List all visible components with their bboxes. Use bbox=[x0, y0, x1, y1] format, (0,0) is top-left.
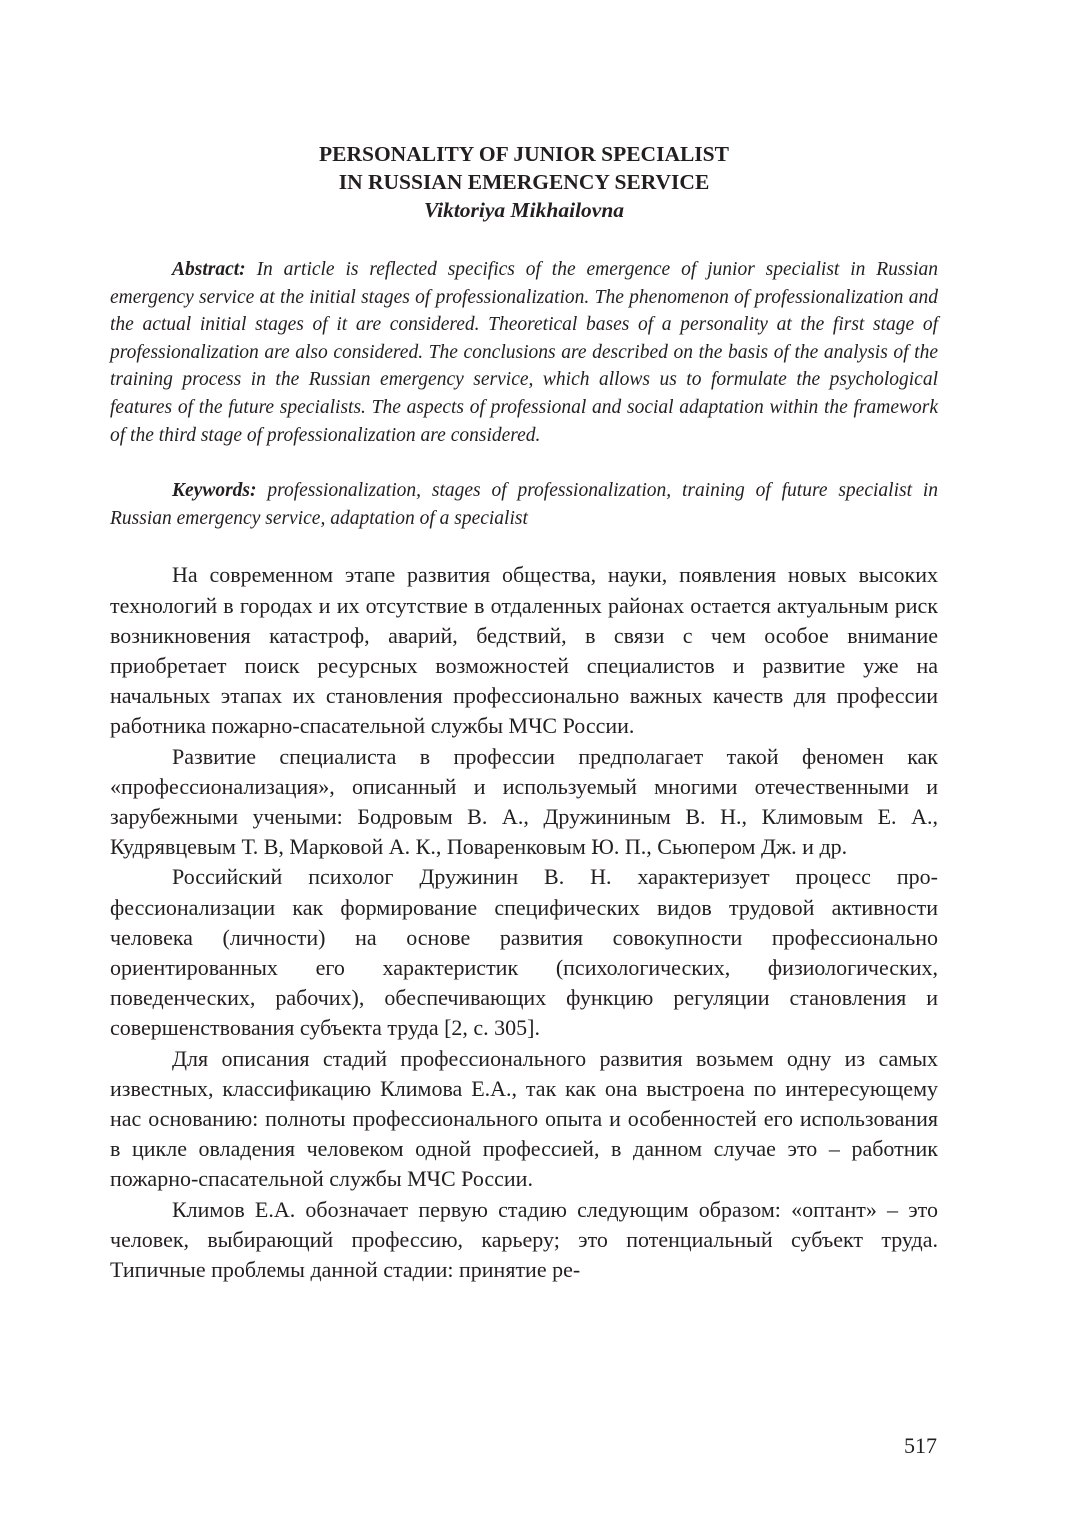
body-paragraph-4: Для описания стадий профессионального развития возьмем одну из самых известных, классификацию Климова Е.А., так как она выстроена по интересующему нас основанию: полноты профессионального опыта и особенностей его использования в цикле овладения человеком одной профессией, в данном случае это – работник пожарно-спасательной службы МЧС России. bbox=[110, 1045, 938, 1192]
title-line-1: PERSONALITY OF JUNIOR SPECIALIST bbox=[319, 142, 729, 166]
body-paragraph-5: Климов Е.А. обозначает первую стадию следующим образом: «оптант» – это человек, выбирающий профессию, карьеру; это потенциальный субъект труда. Типичные проблемы данной стадии: принятие ре- bbox=[110, 1196, 938, 1283]
page-number: 517 bbox=[904, 1433, 937, 1458]
abstract-label: Abstract: bbox=[172, 259, 246, 280]
keywords-text: professionalization, stages of professionalization, training of future specialist in Russian emergency service, adaptation of a specialist bbox=[110, 480, 938, 529]
keywords-label: Keywords: bbox=[172, 480, 257, 502]
body-paragraph-1: На современном этапе развития общества, науки, появления новых высоких технологий в городах и их отсутствие в отдаленных районах остается актуальным риск возникновения катастроф, аварий, бедствий, в связи с чем особое внимание приобретает поиск ресурсных возможностей специалистов и развитие уже на начальных этапах их становления профессионально важных качеств для профессии работника пожарно-спасательной службы МЧС России. bbox=[110, 562, 938, 739]
article-title bbox=[110, 140, 938, 196]
article-page bbox=[110, 140, 938, 1285]
body-paragraph-3: Российский психолог Дружинин В. Н. характеризует процесс профессионализации как формирование специфических видов трудовой активности человека (личности) на основе развития совокупности профессионально ориентированных его характеристик (психологических, физиологических, поведенческих, рабочих), обеспечивающих функцию регуляции становления и совершенствования субъекта труда [2, с. 305]. bbox=[110, 864, 938, 1041]
abstract bbox=[110, 256, 938, 449]
keywords bbox=[110, 477, 938, 532]
author-name: Viktoriya Mikhailovna bbox=[423, 198, 625, 222]
title-line-2: IN RUSSIAN EMERGENCY SERVICE bbox=[338, 170, 710, 194]
article-body bbox=[110, 560, 938, 1285]
abstract-text: In article is reflected specifics of the emergence of junior specialist in Russian emergency service at the initial stages of professionalization. The phenomenon of professionalization and the actual initial stages of it are considered. Theoretical bases of a personality at the first stage of professionalization are also considered. The conclusions are described on the basis of the analysis of the training process in the Russian emergency service, which allows us to formulate the psychological features of the future specialists. The aspects of professional and social adaptation within the framework of the third stage of professionalization are considered. bbox=[110, 259, 938, 446]
body-paragraph-2: Развитие специалиста в профессии предполагает такой феномен как «профессионализация», описанный и используемый многими отечественными и зарубежными учеными: Бодровым В. А., Дружининым В. Н., Климовым Е. А., Кудрявцевым Т. В, Марковой А. К., Поваренковым Ю. П., Сьюпером Дж. и др. bbox=[110, 743, 938, 860]
